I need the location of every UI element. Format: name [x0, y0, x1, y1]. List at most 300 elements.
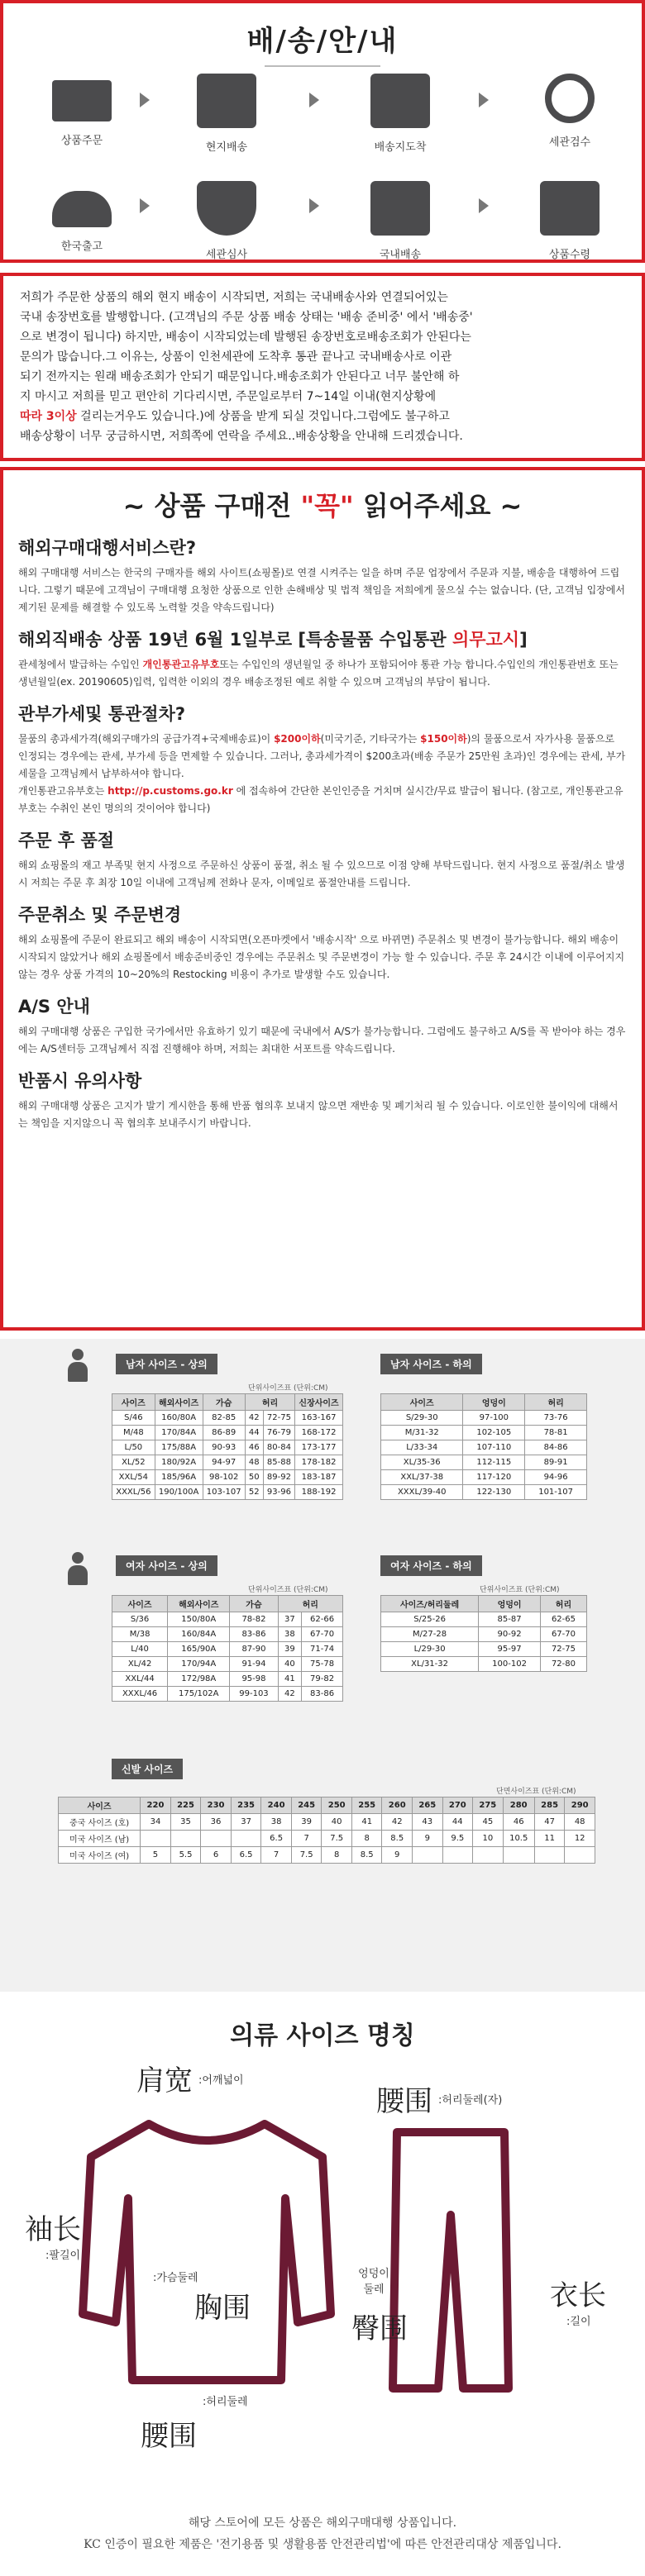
- step-order: [32, 74, 131, 147]
- table-cell: 9: [382, 1847, 413, 1864]
- table-header-cell: 220: [141, 1797, 171, 1814]
- length-ko: :길이: [566, 2316, 591, 2328]
- table-header-cell: 해외사이즈: [168, 1596, 230, 1612]
- table-cell: 94-96: [525, 1470, 587, 1485]
- section-text: 해외 쇼핑몰에 주문이 완료되고 해외 배송이 시작되면(오픈마켓에서 '배송시작' 으로 바뀌면) 주문취소 및 변경이 불가능합니다. 해외 배송이 시작되지 않았거나 해외 쇼핑몰에서 배송준비중인 경우에는 주문취소 및 주문변경이 가능 할 수 있습니다. 주문 후 24시간 이내에 이루어지지 않는 경우 상품 가격의 10~20%의 Restocking 비용이 추가로 발생할 수도 있습니다.: [18, 934, 625, 980]
- arrow-icon: [479, 198, 489, 213]
- table-cell: 89-92: [263, 1470, 294, 1485]
- table-cell: 미국 사이즈 (여): [59, 1847, 141, 1864]
- waist-label: 腰围: [141, 2420, 197, 2453]
- table-cell: [534, 1847, 565, 1864]
- table-cell: 175/88A: [155, 1440, 203, 1455]
- text-part: 물품의 총과세가격(해외구매가의 공급가격+국제배송료)이: [18, 733, 275, 745]
- table-cell: 39: [291, 1814, 322, 1831]
- table-cell: XXL/54: [112, 1470, 155, 1485]
- section-heading: 주문취소 및 주문변경: [18, 905, 182, 925]
- table-row: [112, 1485, 343, 1500]
- table-cell: [565, 1847, 595, 1864]
- table-header-cell: 허리: [245, 1394, 294, 1411]
- table-cell: 163-167: [295, 1411, 343, 1426]
- table-cell: 83-86: [302, 1687, 343, 1702]
- step-domestic: [351, 181, 450, 261]
- length-label: 衣长: [550, 2279, 606, 2312]
- table-cell: [442, 1847, 473, 1864]
- shoulder-ko: :어깨넓이: [198, 2074, 244, 2087]
- table-header-cell: 해외사이즈: [155, 1394, 203, 1411]
- table-header-cell: 260: [382, 1797, 413, 1814]
- women-top-table: [112, 1595, 343, 1702]
- text-part: )의 물품으로서 자가사용 물품으로 인정되는 경우에는 관세, 부가세 등을 면제할 수 있습니다. 그러나, 총과세가격이 $200초과(배송 주문가 25만원 초과)인 경우에는 관세, 부가세물을 고객님께서 납부하셔야 합니다.: [18, 733, 626, 779]
- notice-line: 국내 송장번호를 발행합니다. (고객님의 주문 상품 배송 상태는 '배송 준비중' 에서 '배송중': [20, 311, 473, 324]
- table-cell: 72-75: [263, 1411, 294, 1426]
- text-part: 또는 수입인의 생년월일 중 하나가 포함되어야 통관 가능 합니다.수입인의 개인통관번호 또는 생년월일(ex. 20190605)입력, 입력한 이외의 경우 배송조정된 예로 취할 수 있으며 고객님의 부담이 됩니다.: [18, 659, 619, 688]
- table-cell: 12: [565, 1831, 595, 1847]
- table-cell: M/31-32: [381, 1426, 463, 1440]
- section-text: 해외 구매대행 상품은 고지가 발기 게시한을 통해 반품 협의후 보내지 않으면 재반송 및 폐기처리 될 수 있습니다. 이로인한 불이익에 대해서는 책임을 지지않으니 꼭 협의후 보내주시기 바랍니다.: [18, 1100, 619, 1129]
- table-cell: 62-66: [302, 1612, 343, 1627]
- table-row: [381, 1440, 587, 1455]
- shoulder-label: 肩宽: [136, 2064, 193, 2097]
- table-cell: 8: [322, 1847, 352, 1864]
- men-top-table: [112, 1393, 343, 1500]
- step-customs: [177, 181, 276, 261]
- table-cell: 44: [442, 1814, 473, 1831]
- truck-icon: [197, 74, 256, 128]
- table-cell: S/36: [112, 1612, 168, 1627]
- table-row: [381, 1612, 587, 1627]
- section-text: 해외 구매대행 서비스는 한국의 구매자를 해외 사이트(쇼핑몰)로 연결 시켜주는 일을 하며 주문 업장에서 주문과 지불, 배송을 대행하여 드립니다. 그렇기 때문에 고객님이 구매대행 요청한 상품으로 인한 손해배상 및 법적 책임을 저희에게 물으실 수는 없습니다. (단, 고객님 입장에서 제기된 문제를 해결할 수 있도록 노력할 것을 약속드립니다): [18, 567, 625, 613]
- table-cell: 46: [503, 1814, 534, 1831]
- step-label: 세관심사: [205, 249, 248, 261]
- section-text: 해외 구매대행 상품은 구입한 국가에서만 유효하기 있기 때문에 국내에서 A/S가 불가능합니다. 그럼에도 불구하고 A/S를 꼭 받아야 하는 경우에는 A/S센터등 고객님께서 직접 진행해야 하며, 저희는 최대한 서포트를 약속드립니다.: [18, 1026, 626, 1055]
- table-cell: 42: [278, 1687, 301, 1702]
- pants-icon: [389, 2124, 513, 2397]
- table-cell: 93-96: [263, 1485, 294, 1500]
- size-charts: [0, 1339, 645, 1992]
- table-row: [59, 1831, 595, 1847]
- table-cell: 72-80: [540, 1657, 586, 1672]
- table-cell: 36: [201, 1814, 232, 1831]
- text-part: 개인통관고유부호는: [18, 785, 108, 797]
- table-cell: 42: [382, 1814, 413, 1831]
- arrow-icon: [479, 93, 489, 107]
- table-cell: XXL/44: [112, 1672, 168, 1687]
- heading-emphasis: 의무고시: [452, 630, 520, 650]
- table-cell: 79-82: [302, 1672, 343, 1687]
- table-cell: 48: [245, 1455, 263, 1470]
- table-cell: XL/35-36: [381, 1455, 463, 1470]
- table-cell: XXXL/46: [112, 1687, 168, 1702]
- table-cell: 41: [351, 1814, 382, 1831]
- hip-ko: 엉덩이 둘레: [358, 2268, 389, 2296]
- table-cell: 48: [565, 1814, 595, 1831]
- sweater-icon: [74, 2107, 339, 2405]
- table-header-cell: 사이즈: [112, 1394, 155, 1411]
- table-cell: 90-92: [479, 1627, 541, 1642]
- table-cell: 71-74: [302, 1642, 343, 1657]
- table-cell: 11: [534, 1831, 565, 1847]
- table-row: [381, 1470, 587, 1485]
- table-cell: 168-172: [295, 1426, 343, 1440]
- table-cell: 35: [170, 1814, 201, 1831]
- table-cell: 183-187: [295, 1470, 343, 1485]
- table-cell: 103-107: [203, 1485, 245, 1500]
- table-cell: 185/96A: [155, 1470, 203, 1485]
- arrow-icon: [140, 93, 150, 107]
- table-cell: 47: [534, 1814, 565, 1831]
- table-header-cell: 허리: [525, 1394, 587, 1411]
- table-header-cell: 290: [565, 1797, 595, 1814]
- table-cell: 6: [201, 1847, 232, 1864]
- table-cell: 76-79: [263, 1426, 294, 1440]
- table-cell: 52: [245, 1485, 263, 1500]
- table-cell: 45: [473, 1814, 504, 1831]
- men-top-title: 남자 사이즈 - 상의: [116, 1354, 217, 1374]
- table-row: [59, 1847, 595, 1864]
- section-text: [18, 656, 627, 691]
- table-header-cell: 225: [170, 1797, 201, 1814]
- table-cell: XL/31-32: [381, 1657, 479, 1672]
- table-cell: 95-98: [230, 1672, 278, 1687]
- table-row: [112, 1612, 343, 1627]
- step-label: 국내배송: [379, 249, 422, 261]
- table-header-cell: 245: [291, 1797, 322, 1814]
- shoe-table: [58, 1797, 595, 1864]
- table-cell: 160/84A: [168, 1627, 230, 1642]
- step-label: 세관검수: [548, 136, 591, 149]
- men-bottom-title: 남자 사이즈 - 하의: [380, 1354, 482, 1374]
- table-cell: 8.5: [382, 1831, 413, 1847]
- waist-ko: :허리둘레: [203, 2396, 248, 2408]
- step-arrival: [351, 74, 450, 154]
- table-cell: 중국 사이즈 (호): [59, 1814, 141, 1831]
- notice-line: 으로 변경이 됩니다) 하지만, 배송이 시작되었는데 발행된 송장번호로배송조회가 안된다는: [20, 331, 471, 344]
- notice-line: 배송상황이 너무 궁금하시면, 저희쪽에 연락을 주세요..배송상황을 안내해 드리겠습니다.: [20, 430, 463, 443]
- text-emphasis: $200이하: [274, 733, 321, 745]
- table-row: [381, 1426, 587, 1440]
- table-row: [112, 1672, 343, 1687]
- table-cell: 75-78: [302, 1657, 343, 1672]
- notice-line: 되기 전까지는 원래 배송조회가 안되기 때문입니다.배송조회가 안된다고 너무 불안해 하: [20, 370, 460, 383]
- notice-line: 문의가 많습니다.그 이유는, 상품이 인천세관에 도착후 통관 끝나고 국내배송사로 이관: [20, 350, 452, 364]
- table-cell: 95-97: [479, 1642, 541, 1657]
- unit-label: 단위사이즈표 (단위:CM): [480, 1586, 560, 1594]
- table-header-cell: 285: [534, 1797, 565, 1814]
- unit-label: 단위사이즈표 (단위:CM): [248, 1586, 328, 1594]
- section-heading: A/S 안내: [18, 997, 90, 1017]
- table-cell: [503, 1847, 534, 1864]
- text-part: (미국기준, 기타국가는: [320, 733, 421, 745]
- chest-label: 胸围: [194, 2292, 251, 2325]
- notice-text: 걸리는거우도 있습니다.)에 상품을 받게 되실 것입니다.그럼에도 불구하고: [76, 410, 450, 423]
- table-row: [112, 1627, 343, 1642]
- table-cell: 86-89: [203, 1426, 245, 1440]
- table-row: [112, 1642, 343, 1657]
- table-cell: 117-120: [463, 1470, 525, 1485]
- pants-waist-ko: :허리둘레(자): [438, 2094, 503, 2107]
- table-cell: 5: [141, 1847, 171, 1864]
- table-cell: 190/100A: [155, 1485, 203, 1500]
- table-header-cell: 255: [351, 1797, 382, 1814]
- table-cell: 44: [245, 1426, 263, 1440]
- table-cell: XL/52: [112, 1455, 155, 1470]
- table-cell: 175/102A: [168, 1687, 230, 1702]
- table-cell: 172/98A: [168, 1672, 230, 1687]
- house-icon: [370, 74, 430, 128]
- table-header-cell: 가슴: [230, 1596, 278, 1612]
- table-cell: 107-110: [463, 1440, 525, 1455]
- table-cell: 37: [231, 1814, 261, 1831]
- table-cell: 72-75: [540, 1642, 586, 1657]
- table-header-cell: 240: [261, 1797, 292, 1814]
- table-row: [112, 1687, 343, 1702]
- table-cell: 34: [141, 1814, 171, 1831]
- table-header-cell: 허리: [278, 1596, 342, 1612]
- table-cell: S/29-30: [381, 1411, 463, 1426]
- table-cell: 98-102: [203, 1470, 245, 1485]
- table-cell: 5.5: [170, 1847, 201, 1864]
- men-bottom-table: [380, 1393, 587, 1500]
- table-row: [381, 1455, 587, 1470]
- table-header-cell: 230: [201, 1797, 232, 1814]
- table-cell: L/50: [112, 1440, 155, 1455]
- table-cell: 78-81: [525, 1426, 587, 1440]
- step-label: 한국출고: [60, 240, 103, 253]
- table-header-cell: 280: [503, 1797, 534, 1814]
- unit-label: 단면사이즈표 (단위:CM): [496, 1788, 576, 1796]
- section-heading: [18, 626, 627, 651]
- section-heading: 관부가세및 통관절차?: [18, 704, 186, 724]
- table-row: [112, 1426, 343, 1440]
- title-part: ~ 상품 구매전: [122, 490, 301, 521]
- table-cell: XXXL/56: [112, 1485, 155, 1500]
- table-cell: 100-102: [479, 1657, 541, 1672]
- table-cell: M/48: [112, 1426, 155, 1440]
- table-cell: 42: [245, 1411, 263, 1426]
- table-cell: 180/92A: [155, 1455, 203, 1470]
- table-row: [381, 1627, 587, 1642]
- table-cell: 40: [322, 1814, 352, 1831]
- table-cell: 188-192: [295, 1485, 343, 1500]
- table-cell: 170/94A: [168, 1657, 230, 1672]
- truck-icon: [370, 181, 430, 236]
- table-cell: 178-182: [295, 1455, 343, 1470]
- guide-title: 의류 사이즈 명칭: [230, 2021, 415, 2050]
- notice-line: 저희가 주문한 상품의 해외 현지 배송이 시작되면, 저희는 국내배송사와 연결되어있는: [20, 291, 448, 304]
- table-header-cell: 265: [413, 1797, 443, 1814]
- section-heading: 주문 후 품절: [18, 831, 115, 850]
- pants-waist-label: 腰围: [376, 2085, 432, 2118]
- footer-line: 해당 스토어에 모든 상품은 해외구매대행 상품입니다.: [188, 2516, 457, 2530]
- table-cell: L/29-30: [381, 1642, 479, 1657]
- notice-line: 지 마시고 저희를 믿고 편안히 기다리시면, 주문일로부터 7~14일 이내(현지상황에: [20, 390, 437, 403]
- table-row: [381, 1657, 587, 1672]
- step-label: 상품주문: [60, 135, 103, 147]
- text-emphasis: 개인통관고유부호: [142, 659, 220, 670]
- table-cell: XXL/37-38: [381, 1470, 463, 1485]
- shipping-section: [0, 0, 645, 263]
- step-receive: [520, 181, 619, 261]
- step-inspection: [520, 74, 619, 149]
- table-cell: 83-86: [230, 1627, 278, 1642]
- sleeve-ko: :팔길이: [45, 2250, 81, 2262]
- women-top-title: 여자 사이즈 - 상의: [116, 1555, 217, 1576]
- chest-ko: :가슴둘레: [153, 2272, 198, 2284]
- arrow-icon: [140, 198, 150, 213]
- table-row: [112, 1440, 343, 1455]
- box-icon: [540, 181, 600, 236]
- table-header-cell: 사이즈: [112, 1596, 168, 1612]
- table-header-cell: 엉덩이: [463, 1394, 525, 1411]
- step-local-delivery: [177, 74, 276, 154]
- male-icon: [66, 1349, 89, 1382]
- table-cell: 73-76: [525, 1411, 587, 1426]
- table-header-cell: 250: [322, 1797, 352, 1814]
- table-row: [381, 1411, 587, 1426]
- customs-link[interactable]: http://p.customs.go.kr: [108, 785, 233, 797]
- table-cell: 7.5: [291, 1847, 322, 1864]
- section-text: [18, 783, 627, 817]
- table-header-cell: 275: [473, 1797, 504, 1814]
- table-cell: [473, 1847, 504, 1864]
- table-cell: 미국 사이즈 (남): [59, 1831, 141, 1847]
- section-text: [18, 731, 627, 783]
- table-cell: 7.5: [322, 1831, 352, 1847]
- table-cell: 90-93: [203, 1440, 245, 1455]
- table-cell: 89-91: [525, 1455, 587, 1470]
- table-cell: 78-82: [230, 1612, 278, 1627]
- arrow-icon: [309, 93, 319, 107]
- table-header-cell: 가슴: [203, 1394, 245, 1411]
- table-cell: 9.5: [442, 1831, 473, 1847]
- table-cell: M/27-28: [381, 1627, 479, 1642]
- text-part: 에 접속하여 간단한 본인인증을 거치며 실시간/무료 발급이 됩니다. (참고로, 개인통관고유부호는 수취인 본인 명의의 것이어야 합니다): [18, 785, 624, 814]
- table-cell: 165/90A: [168, 1642, 230, 1657]
- table-cell: 91-94: [230, 1657, 278, 1672]
- table-cell: 94-97: [203, 1455, 245, 1470]
- table-row: [112, 1455, 343, 1470]
- step-label: 상품수령: [548, 249, 591, 261]
- table-cell: 7: [261, 1847, 292, 1864]
- table-cell: 170/84A: [155, 1426, 203, 1440]
- table-header-cell: 신장사이즈: [295, 1394, 343, 1411]
- table-cell: 8: [351, 1831, 382, 1847]
- table-cell: [413, 1847, 443, 1864]
- magnifier-icon: [545, 74, 595, 123]
- size-guide: [0, 2000, 645, 2479]
- table-cell: 9: [413, 1831, 443, 1847]
- table-cell: M/38: [112, 1627, 168, 1642]
- table-cell: 10.5: [503, 1831, 534, 1847]
- table-cell: 173-177: [295, 1440, 343, 1455]
- women-bottom-table: [380, 1595, 587, 1672]
- table-header-cell: 사이즈/허리둘레: [381, 1596, 479, 1612]
- table-cell: 38: [278, 1627, 301, 1642]
- table-cell: 122-130: [463, 1485, 525, 1500]
- table-cell: 8.5: [351, 1847, 382, 1864]
- table-cell: 6.5: [261, 1831, 292, 1847]
- table-cell: XXXL/39-40: [381, 1485, 463, 1500]
- table-header-cell: 270: [442, 1797, 473, 1814]
- sleeve-label: 袖长: [25, 2213, 81, 2246]
- shipping-notice: [0, 273, 645, 461]
- table-cell: 84-86: [525, 1440, 587, 1455]
- table-cell: [231, 1831, 261, 1847]
- table-header-cell: 사이즈: [59, 1797, 141, 1814]
- step-label: 배송지도착: [374, 141, 427, 154]
- table-cell: 85-88: [263, 1455, 294, 1470]
- text-emphasis: $150이하: [420, 733, 467, 745]
- section-heading: 해외구매대행서비스란?: [18, 538, 197, 558]
- table-cell: 10: [473, 1831, 504, 1847]
- table-cell: 160/80A: [155, 1411, 203, 1426]
- read-before-purchase: [0, 467, 645, 1331]
- table-cell: 67-70: [540, 1627, 586, 1642]
- table-cell: [201, 1831, 232, 1847]
- table-cell: [170, 1831, 201, 1847]
- table-cell: 6.5: [231, 1847, 261, 1864]
- shoe-title: 신발 사이즈: [112, 1759, 183, 1779]
- title-emphasis: "꼭": [300, 490, 354, 521]
- table-cell: XL/42: [112, 1657, 168, 1672]
- table-header-cell: 허리: [540, 1596, 586, 1612]
- table-cell: 41: [278, 1672, 301, 1687]
- table-cell: 67-70: [302, 1627, 343, 1642]
- table-cell: 37: [278, 1612, 301, 1627]
- monitor-icon: [52, 80, 112, 121]
- table-row: [112, 1657, 343, 1672]
- table-cell: 39: [278, 1642, 301, 1657]
- table-cell: 7: [291, 1831, 322, 1847]
- title-part: 읽어주세요 ~: [353, 490, 523, 521]
- table-cell: 40: [278, 1657, 301, 1672]
- table-cell: 101-107: [525, 1485, 587, 1500]
- table-cell: 102-105: [463, 1426, 525, 1440]
- table-cell: 99-103: [230, 1687, 278, 1702]
- table-cell: S/25-26: [381, 1612, 479, 1627]
- notice-highlight: 따라 3이상: [20, 410, 77, 423]
- hip-label: 臀围: [351, 2312, 408, 2345]
- table-row: [381, 1642, 587, 1657]
- table-header-cell: 엉덩이: [479, 1596, 541, 1612]
- table-header-cell: 235: [231, 1797, 261, 1814]
- table-cell: 87-90: [230, 1642, 278, 1657]
- read-title: [18, 485, 627, 523]
- table-cell: 150/80A: [168, 1612, 230, 1627]
- table-row: [59, 1814, 595, 1831]
- table-cell: 82-85: [203, 1411, 245, 1426]
- women-bottom-title: 여자 사이즈 - 하의: [380, 1555, 482, 1576]
- table-cell: 112-115: [463, 1455, 525, 1470]
- footer-line: KC 인증이 필요한 제품은 '전기용품 및 생활용품 안전관리법'에 따른 안전관리대상 제품입니다.: [84, 2538, 561, 2551]
- table-cell: S/46: [112, 1411, 155, 1426]
- step-export: [32, 181, 131, 253]
- table-row: [381, 1485, 587, 1500]
- table-cell: 85-87: [479, 1612, 541, 1627]
- table-row: [112, 1470, 343, 1485]
- footer: [0, 2512, 645, 2555]
- notice-line: [20, 407, 625, 426]
- step-label: 현지배송: [205, 141, 248, 154]
- table-cell: 46: [245, 1440, 263, 1455]
- table-cell: 97-100: [463, 1411, 525, 1426]
- section-heading: 반품시 유의사항: [18, 1071, 142, 1091]
- heading-part: 해외직배송 상품 19년 6월 1일부로 [특송물품 수입통관: [18, 630, 452, 650]
- table-row: [112, 1411, 343, 1426]
- table-cell: [141, 1831, 171, 1847]
- plane-icon: [52, 191, 112, 227]
- table-cell: 38: [261, 1814, 292, 1831]
